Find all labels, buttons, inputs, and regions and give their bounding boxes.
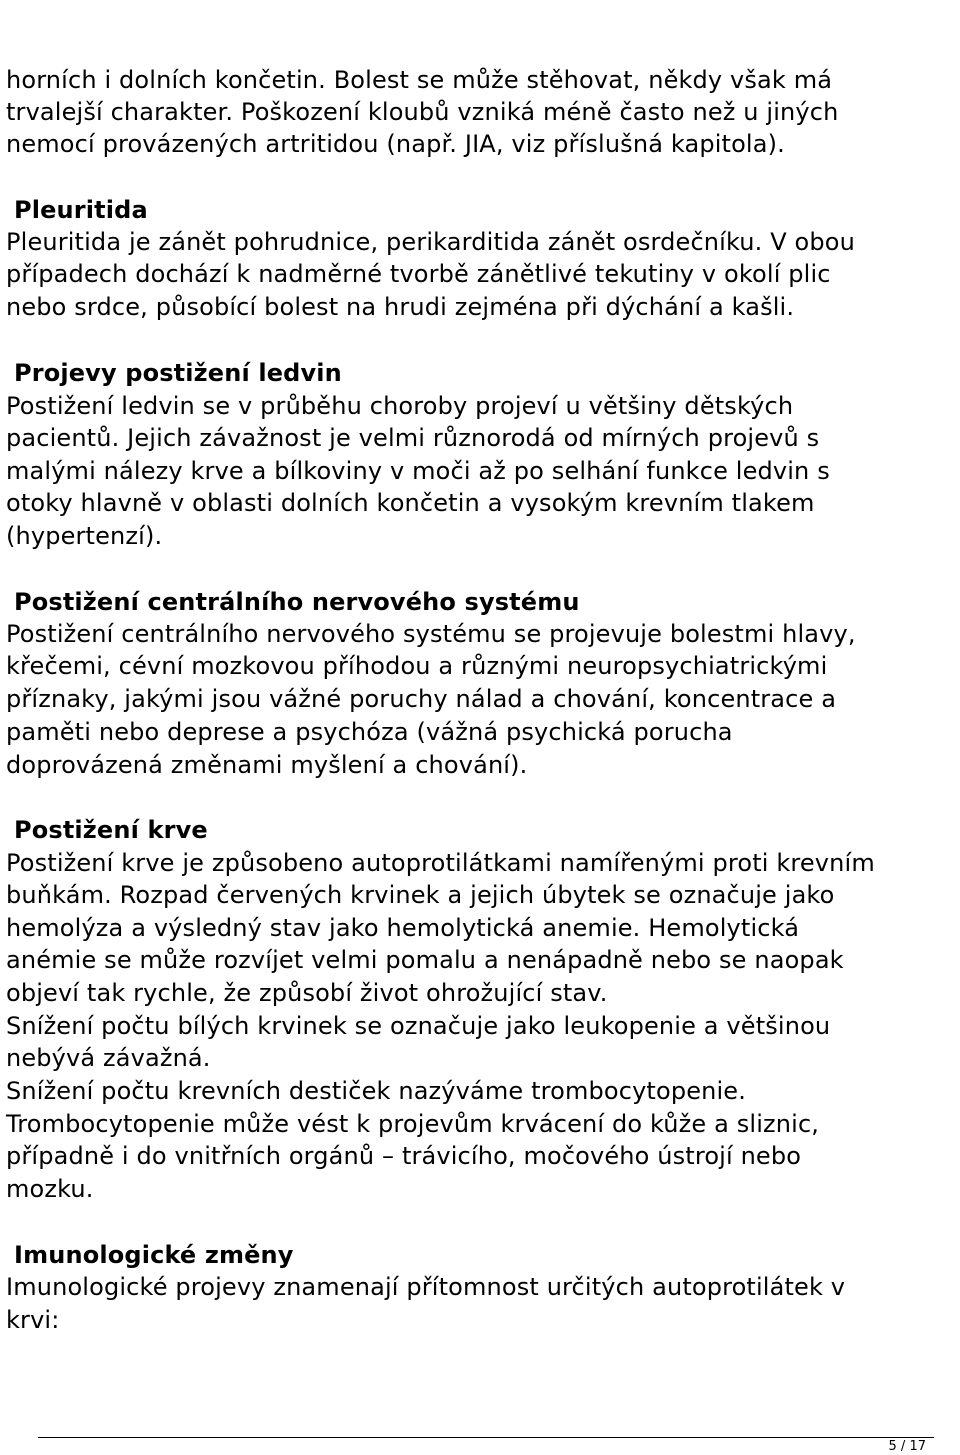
section-heading-immunology: Imunologické změny [14,1241,294,1269]
paragraph-line: buňkám. Rozpad červených krvinek a jejich úbytek se označuje jako [6,881,835,909]
paragraph-line: Postižení krve je způsobeno autoprotilátkami namířenými proti krevním [6,849,875,877]
paragraph-line: mozku. [6,1175,94,1203]
section-heading-cns: Postižení centrálního nervového systému [14,588,580,616]
intro-line: trvalejší charakter. Poškození kloubů vzniká méně často než u jiných [6,98,839,126]
paragraph-line: objeví tak rychle, že způsobí život ohrožující stav. [6,979,608,1007]
paragraph-line: Snížení počtu bílých krvinek se označuje jako leukopenie a většinou [6,1012,831,1040]
page-number: 5 / 17 [888,1439,926,1454]
paragraph-line: křečemi, cévní mozkovou příhodou a různými neuropsychiatrickými [6,652,828,680]
paragraph-line: paměti nebo deprese a psychóza (vážná psychická porucha [6,718,733,746]
intro-line: horních i dolních končetin. Bolest se může stěhovat, někdy však má [6,66,833,94]
paragraph-line: nebo srdce, působící bolest na hrudi zejména při dýchání a kašli. [6,293,795,321]
paragraph-line: případně i do vnitřních orgánů – trávicího, močového ústrojí nebo [6,1142,802,1170]
paragraph-line: Pleuritida je zánět pohrudnice, perikarditida zánět osrdečníku. V obou [6,228,855,256]
paragraph-line: Snížení počtu krevních destiček nazýváme trombocytopenie. [6,1077,746,1105]
paragraph-line: Trombocytopenie může vést k projevům krvácení do kůže a sliznic, [6,1110,820,1138]
footer-divider [38,1437,934,1438]
paragraph-line: případech dochází k nadměrné tvorbě zánětlivé tekutiny v okolí plic [6,260,831,288]
paragraph-line: (hypertenzí). [6,522,163,550]
paragraph-line: příznaky, jakými jsou vážné poruchy nálad a chování, koncentrace a [6,685,837,713]
paragraph-line: pacientů. Jejich závažnost je velmi různorodá od mírných projevů s [6,424,820,452]
paragraph-line: Imunologické projevy znamenají přítomnost určitých autoprotilátek v [6,1273,846,1301]
section-heading-pleuritida: Pleuritida [14,196,148,224]
intro-line: nemocí provázených artritidou (např. JIA, viz příslušná kapitola). [6,130,785,158]
paragraph-line: malými nálezy krve a bílkoviny v moči až po selhání funkce ledvin s [6,457,830,485]
paragraph-line: Postižení centrálního nervového systému se projevuje bolestmi hlavy, [6,620,856,648]
section-heading-blood: Postižení krve [14,816,208,844]
paragraph-line: anémie se může rozvíjet velmi pomalu a nenápadně nebo se naopak [6,946,844,974]
section-heading-kidneys: Projevy postižení ledvin [14,359,342,387]
paragraph-line: hemolýza a výsledný stav jako hemolytická anemie. Hemolytická [6,914,800,942]
paragraph-line: otoky hlavně v oblasti dolních končetin a vysokým krevním tlakem [6,489,815,517]
paragraph-line: krvi: [6,1306,60,1334]
paragraph-line: doprovázená změnami myšlení a chování). [6,751,528,779]
paragraph-line: Postižení ledvin se v průběhu choroby projeví u většiny dětských [6,392,794,420]
paragraph-line: nebývá závažná. [6,1044,211,1072]
